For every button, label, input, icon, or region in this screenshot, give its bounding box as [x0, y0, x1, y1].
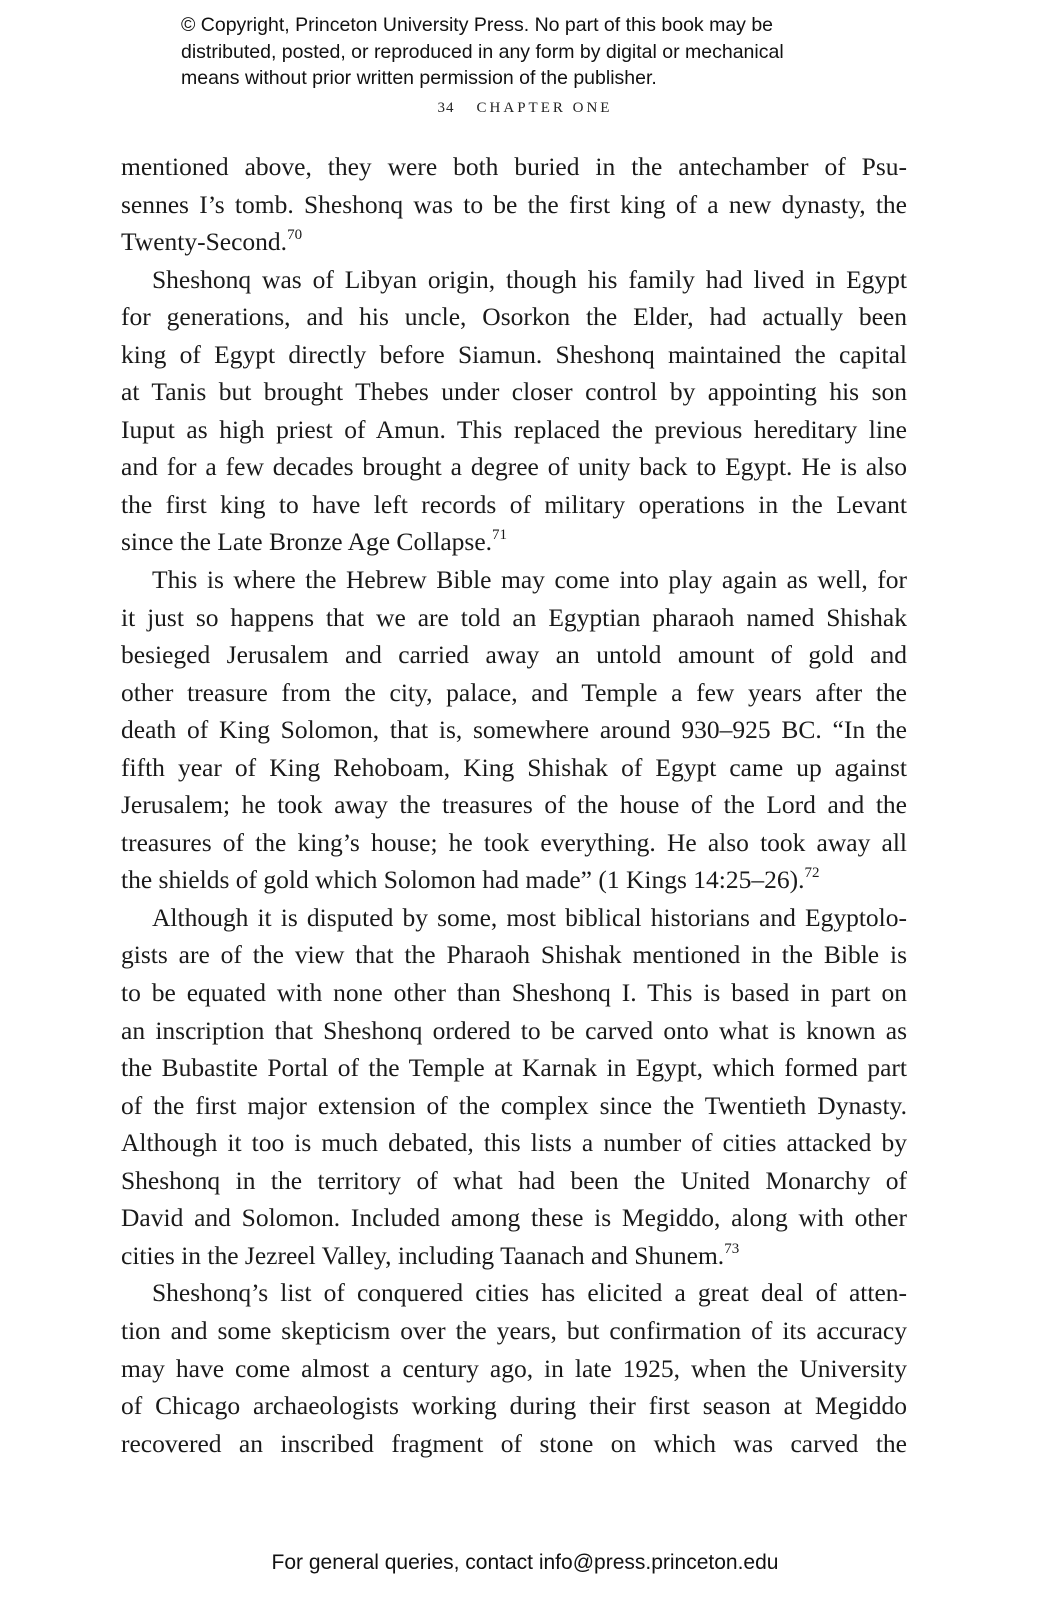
text-line: for generations, and his uncle, Osorkon the Elder, had actually been	[121, 302, 907, 332]
text-line: at Tanis but brought Thebes under closer control by appointing his son	[121, 377, 907, 407]
text-line-content: Twenty-Second.	[121, 227, 288, 257]
copyright-line: means without prior written permission of the publisher.	[181, 67, 657, 89]
text-line: mentioned above, they were both buried in the antechamber of Psu-	[121, 152, 907, 181]
footnote-ref: 73	[724, 1240, 740, 1257]
text-line: king of Egypt directly before Siamun. Sheshonq maintained the capital	[121, 339, 907, 369]
text-line: to be equated with none other than Sheshonq I. This is based in part on	[121, 978, 907, 1008]
text-line	[121, 223, 907, 261]
text-line: Although it is disputed by some, most biblical historians and Egyptolo-	[152, 902, 907, 932]
text-line: of the first major extension of the complex since the Twentieth Dynasty.	[121, 1090, 907, 1120]
text-line-content: since the Late Bronze Age Collapse.	[121, 527, 493, 557]
page-number: 34	[437, 100, 455, 116]
text-line: tion and some skepticism over the years, but confirmation of its accuracy	[121, 1315, 907, 1345]
text-line: sennes I’s tomb. Sheshonq was to be the first king of a new dynasty, the	[121, 189, 907, 219]
copyright-line: distributed, posted, or reproduced in any form by digital or mechanical	[181, 40, 784, 63]
text-line: may have come almost a century ago, in late 1925, when the University	[121, 1353, 907, 1383]
text-line: it just so happens that we are told an Egyptian pharaoh named Shishak	[121, 602, 907, 632]
footer-contact: For general queries, contact info@press.princeton.edu	[271, 1551, 779, 1574]
text-line: of Chicago archaeologists working during their first season at Megiddo	[121, 1391, 907, 1421]
text-line: and for a few decades brought a degree of unity back to Egypt. He is also	[121, 452, 907, 482]
text-line: treasures of the king’s house; he took everything. He also took away all	[121, 827, 907, 857]
text-line: David and Solomon. Included among these is Megiddo, along with other	[121, 1203, 907, 1233]
text-line: death of King Solomon, that is, somewhere around 930–925 BC. “In the	[121, 715, 907, 745]
text-line-content: the shields of gold which Solomon had made” (1 Kings 14:25–26).	[121, 865, 805, 895]
text-line: fifth year of King Rehoboam, King Shishak of Egypt came up against	[121, 752, 907, 782]
running-head	[0, 100, 1050, 117]
footnote-ref: 72	[804, 865, 820, 882]
text-line	[121, 861, 907, 899]
text-line: an inscription that Sheshonq ordered to be carved onto what is known as	[121, 1015, 907, 1045]
text-line: the Bubastite Portal of the Temple at Karnak in Egypt, which formed part	[121, 1053, 907, 1083]
footnote-ref: 71	[492, 527, 508, 544]
text-line	[121, 523, 907, 561]
text-line-content: cities in the Jezreel Valley, including Taanach and Shunem.	[121, 1240, 725, 1270]
chapter-title: CHAPTER ONE	[476, 100, 613, 116]
text-line: This is where the Hebrew Bible may come into play again as well, for	[152, 565, 907, 595]
text-line: Iuput as high priest of Amun. This replaced the previous hereditary line	[121, 414, 907, 444]
body-text	[121, 148, 907, 1462]
text-line: Sheshonq was of Libyan origin, though his family had lived in Egypt	[152, 264, 907, 294]
text-line: the first king to have left records of military operations in the Levant	[121, 489, 907, 519]
text-line: Jerusalem; he took away the treasures of the house of the Lord and the	[121, 790, 907, 820]
text-line: Sheshonq’s list of conquered cities has elicited a great deal of atten-	[152, 1278, 907, 1308]
text-line	[121, 1237, 907, 1275]
text-line: besieged Jerusalem and carried away an untold amount of gold and	[121, 640, 907, 670]
footnote-ref: 70	[287, 227, 303, 244]
copyright-notice	[181, 12, 901, 92]
text-line: gists are of the view that the Pharaoh Shishak mentioned in the Bible is	[121, 940, 907, 970]
text-line: other treasure from the city, palace, and Temple a few years after the	[121, 677, 907, 707]
text-line: recovered an inscribed fragment of stone on which was carved the	[121, 1428, 907, 1458]
text-line: Although it too is much debated, this lists a number of cities attacked by	[121, 1128, 907, 1158]
text-line: Sheshonq in the territory of what had been the United Monarchy of	[121, 1165, 907, 1195]
copyright-line: © Copyright, Princeton University Press. No part of this book may be	[181, 14, 774, 36]
